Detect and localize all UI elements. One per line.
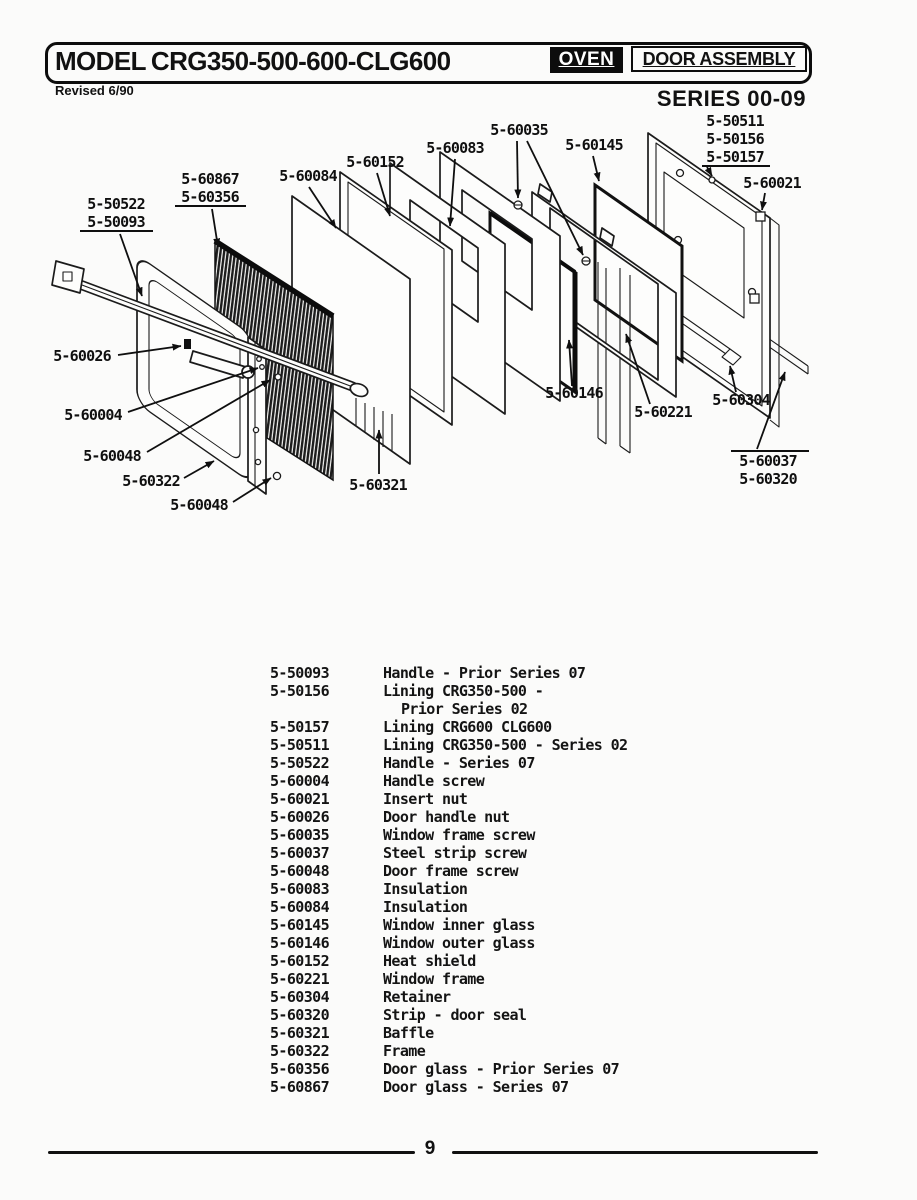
part-number: 5-60145 xyxy=(270,916,330,934)
parts-list-row xyxy=(270,988,770,1006)
part-number: 5-50522 xyxy=(270,754,330,772)
parts-list-row xyxy=(270,862,770,880)
exploded-view-diagram xyxy=(0,100,917,560)
part-number: 5-60084 xyxy=(270,898,330,916)
part-description: Door glass - Series 07 xyxy=(383,1078,569,1096)
part-description: Baffle xyxy=(383,1024,434,1042)
parts-list-row xyxy=(270,952,770,970)
parts-list xyxy=(270,664,770,1096)
part-description: Window inner glass xyxy=(383,916,535,934)
part-number: 5-60221 xyxy=(270,970,330,988)
parts-list-row xyxy=(270,790,770,808)
parts-list-row xyxy=(270,1024,770,1042)
callout-5-50157: 5-50157 xyxy=(706,148,764,166)
callout-5-60145: 5-60145 xyxy=(565,136,623,154)
part-number: 5-50093 xyxy=(270,664,330,682)
part-description: Steel strip screw xyxy=(383,844,527,862)
parts-list-row xyxy=(270,898,770,916)
part-description: Door frame screw xyxy=(383,862,518,880)
part-number: 5-60037 xyxy=(270,844,330,862)
parts-list-row xyxy=(270,664,770,682)
part-description: Door handle nut xyxy=(383,808,510,826)
callout-5-50511: 5-50511 xyxy=(706,112,764,130)
part-number xyxy=(270,700,383,718)
part-description: Strip - door seal xyxy=(383,1006,527,1024)
parts-list-row xyxy=(270,1078,770,1096)
callout-5-60221: 5-60221 xyxy=(634,403,692,421)
part-number: 5-60867 xyxy=(270,1078,330,1096)
parts-list-row xyxy=(270,826,770,844)
part-description: Heat shield xyxy=(383,952,476,970)
part-number: 5-60152 xyxy=(270,952,330,970)
part-description: Window frame screw xyxy=(383,826,535,844)
callout-5-60304: 5-60304 xyxy=(712,391,770,409)
footer-rule-right xyxy=(452,1151,818,1154)
parts-list-row xyxy=(270,844,770,862)
parts-list-row xyxy=(270,808,770,826)
parts-list-row xyxy=(270,736,770,754)
parts-list-row xyxy=(270,1042,770,1060)
callout-5-60356: 5-60356 xyxy=(181,188,239,206)
model-number: CRG350-500-600-CLG600 xyxy=(150,46,451,76)
part-description: Handle screw xyxy=(383,772,485,790)
callout-5-60320: 5-60320 xyxy=(739,470,797,488)
part-description: Lining CRG350-500 - xyxy=(383,682,544,700)
page-number: 9 xyxy=(424,1138,436,1159)
callout-5-60083: 5-60083 xyxy=(426,139,484,157)
callout-5-50522: 5-50522 xyxy=(87,195,145,213)
part-number: 5-60048 xyxy=(270,862,330,880)
part-number: 5-60035 xyxy=(270,826,330,844)
callout-5-60004: 5-60004 xyxy=(64,406,122,424)
footer-rule-left xyxy=(48,1151,415,1154)
part-number: 5-60304 xyxy=(270,988,330,1006)
part-number: 5-50157 xyxy=(270,718,330,736)
oven-badge: OVEN xyxy=(550,47,623,73)
part-description: Window outer glass xyxy=(383,934,535,952)
series-label: SERIES 00-09 xyxy=(656,86,806,111)
parts-list-row xyxy=(270,970,770,988)
part-number: 5-60356 xyxy=(270,1060,330,1078)
parts-list-row xyxy=(270,934,770,952)
page-title xyxy=(55,46,450,77)
parts-list-row xyxy=(270,1060,770,1078)
part-number: 5-60321 xyxy=(270,1024,330,1042)
callout-5-60146: 5-60146 xyxy=(545,384,603,402)
callout-5-60048-upper: 5-60048 xyxy=(83,447,141,465)
callout-5-60035: 5-60035 xyxy=(490,121,548,139)
part-description: Door glass - Prior Series 07 xyxy=(383,1060,620,1078)
part-number: 5-50156 xyxy=(270,682,330,700)
part-number: 5-60322 xyxy=(270,1042,330,1060)
callout-5-60152: 5-60152 xyxy=(346,153,404,171)
callout-5-60026: 5-60026 xyxy=(53,347,111,365)
parts-list-row xyxy=(270,772,770,790)
parts-list-row xyxy=(270,880,770,898)
part-description: Lining CRG350-500 - Series 02 xyxy=(383,736,628,754)
part-number: 5-60146 xyxy=(270,934,330,952)
part-description: Frame xyxy=(383,1042,426,1060)
handle-nut-shape xyxy=(184,339,191,349)
parts-list-row xyxy=(270,682,770,700)
part-description: Handle - Series 07 xyxy=(383,754,535,772)
parts-list-row xyxy=(270,700,770,718)
parts-list-row xyxy=(270,1006,770,1024)
part-description: Lining CRG600 CLG600 xyxy=(383,718,552,736)
door-assembly-badge: DOOR ASSEMBLY xyxy=(631,46,807,72)
part-number: 5-60004 xyxy=(270,772,330,790)
part-description: Insulation xyxy=(383,880,468,898)
part-number: 5-50511 xyxy=(270,736,330,754)
part-number: 5-60026 xyxy=(270,808,330,826)
part-number: 5-60320 xyxy=(270,1006,330,1024)
part-description: Insert nut xyxy=(383,790,468,808)
door-frame-screw-shape xyxy=(273,472,280,479)
part-description: Window frame xyxy=(383,970,485,988)
callout-5-50156: 5-50156 xyxy=(706,130,764,148)
part-description: Retainer xyxy=(383,988,451,1006)
insert-nut-shape xyxy=(756,212,765,221)
callout-5-60021: 5-60021 xyxy=(743,174,801,192)
callout-5-60084: 5-60084 xyxy=(279,167,337,185)
model-label: MODEL xyxy=(55,46,146,76)
parts-list-row xyxy=(270,754,770,772)
part-description: Handle - Prior Series 07 xyxy=(383,664,586,682)
callout-5-60321: 5-60321 xyxy=(349,476,407,494)
part-description: Prior Series 02 xyxy=(401,700,528,718)
callout-5-60322: 5-60322 xyxy=(122,472,180,490)
part-number: 5-60083 xyxy=(270,880,330,898)
part-description: Insulation xyxy=(383,898,468,916)
revision-note: Revised 6/90 xyxy=(55,83,134,98)
callout-5-60867: 5-60867 xyxy=(181,170,239,188)
parts-list-row xyxy=(270,718,770,736)
callout-5-60037: 5-60037 xyxy=(739,452,797,470)
part-number: 5-60021 xyxy=(270,790,330,808)
callout-5-60048-lower: 5-60048 xyxy=(170,496,228,514)
parts-list-row xyxy=(270,916,770,934)
callout-5-50093: 5-50093 xyxy=(87,213,145,231)
